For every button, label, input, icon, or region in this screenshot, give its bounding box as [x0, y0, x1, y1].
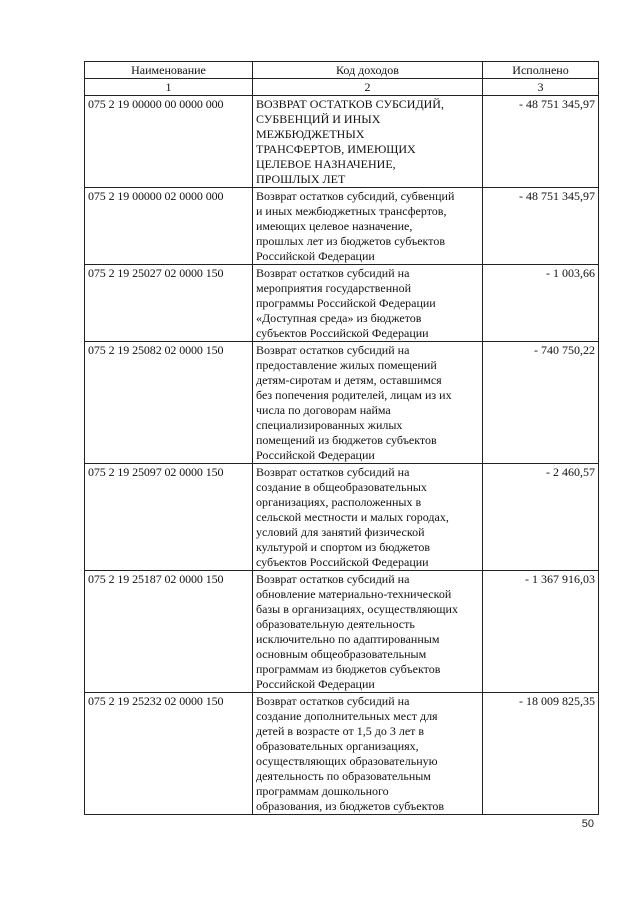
revenue-table [84, 61, 599, 815]
row-code: 075 2 19 25027 02 0000 150 [85, 265, 253, 342]
table-row [85, 265, 599, 342]
row-name-cell [253, 571, 483, 693]
row-name-cell [253, 342, 483, 464]
column-number-1: 1 [85, 79, 253, 96]
header-income-code: Код доходов [253, 62, 483, 79]
row-amount: - 1 367 916,03 [483, 571, 599, 693]
row-amount: - 48 751 345,97 [483, 96, 599, 188]
row-name: Возврат остатков субсидий, субвенций и иных межбюджетных трансфертов, имеющих целевое назначение, прошлых лет из бюджетов субъектов Российской Федерации [256, 189, 455, 263]
row-name-cell [253, 265, 483, 342]
row-code: 075 2 19 25187 02 0000 150 [85, 571, 253, 693]
table-header-row [85, 62, 599, 79]
row-name: Возврат остатков субсидий на создание в общеобразовательных организациях, расположенных в сельской местности и малых городах, условий для занятий физической культурой и спортом из бюджетов субъектов Российской Федерации [256, 465, 449, 569]
row-amount: - 48 751 345,97 [483, 188, 599, 265]
table-row [85, 188, 599, 265]
header-executed: Исполнено [483, 62, 599, 79]
row-name-cell [253, 693, 483, 815]
table-row [85, 342, 599, 464]
page-number: 50 [581, 818, 594, 830]
row-name: Возврат остатков субсидий на обновление материально-технической базы в организациях, осуществляющих образовательную деятельность исключительно по адаптированным основным общеобразовательным программам из бюджетов субъектов Российской Федерации [256, 572, 458, 691]
table-row [85, 464, 599, 571]
column-number-2: 2 [253, 79, 483, 96]
row-name-cell [253, 96, 483, 188]
row-amount: - 740 750,22 [483, 342, 599, 464]
row-code: 075 2 19 00000 02 0000 000 [85, 188, 253, 265]
table-row [85, 96, 599, 188]
header-name: Наименование [85, 62, 253, 79]
row-name: Возврат остатков субсидий на создание дополнительных мест для детей в возрасте от 1,5 до 3 лет в образовательных организациях, осуществляющих образовательную деятельность по образовательным программам дошкольного образования, из бюджетов субъектов [256, 694, 445, 813]
row-amount: - 2 460,57 [483, 464, 599, 571]
row-name: ВОЗВРАТ ОСТАТКОВ СУБСИДИЙ, СУБВЕНЦИЙ И ИНЫХ МЕЖБЮДЖЕТНЫХ ТРАНСФЕРТОВ, ИМЕЮЩИХ ЦЕЛЕВОЕ НАЗНАЧЕНИЕ, ПРОШЛЫХ ЛЕТ [256, 97, 444, 186]
row-amount: - 1 003,66 [483, 265, 599, 342]
row-code: 075 2 19 00000 00 0000 000 [85, 96, 253, 188]
row-name: Возврат остатков субсидий на предоставление жилых помещений детям-сиротам и детям, оставшимся без попечения родителей, лицам из их числа по договорам найма специализированных жилых помещений из бюджетов субъектов Российской Федерации [256, 343, 452, 462]
row-name-cell [253, 188, 483, 265]
row-name-cell [253, 464, 483, 571]
row-amount: - 18 009 825,35 [483, 693, 599, 815]
row-code: 075 2 19 25232 02 0000 150 [85, 693, 253, 815]
table-column-number-row [85, 79, 599, 96]
column-number-3: 3 [483, 79, 599, 96]
row-code: 075 2 19 25097 02 0000 150 [85, 464, 253, 571]
table-row [85, 571, 599, 693]
row-name: Возврат остатков субсидий на мероприятия государственной программы Российской Федерации «Доступная среда» из бюджетов субъектов Российской Федерации [256, 266, 436, 340]
table-row [85, 693, 599, 815]
row-code: 075 2 19 25082 02 0000 150 [85, 342, 253, 464]
